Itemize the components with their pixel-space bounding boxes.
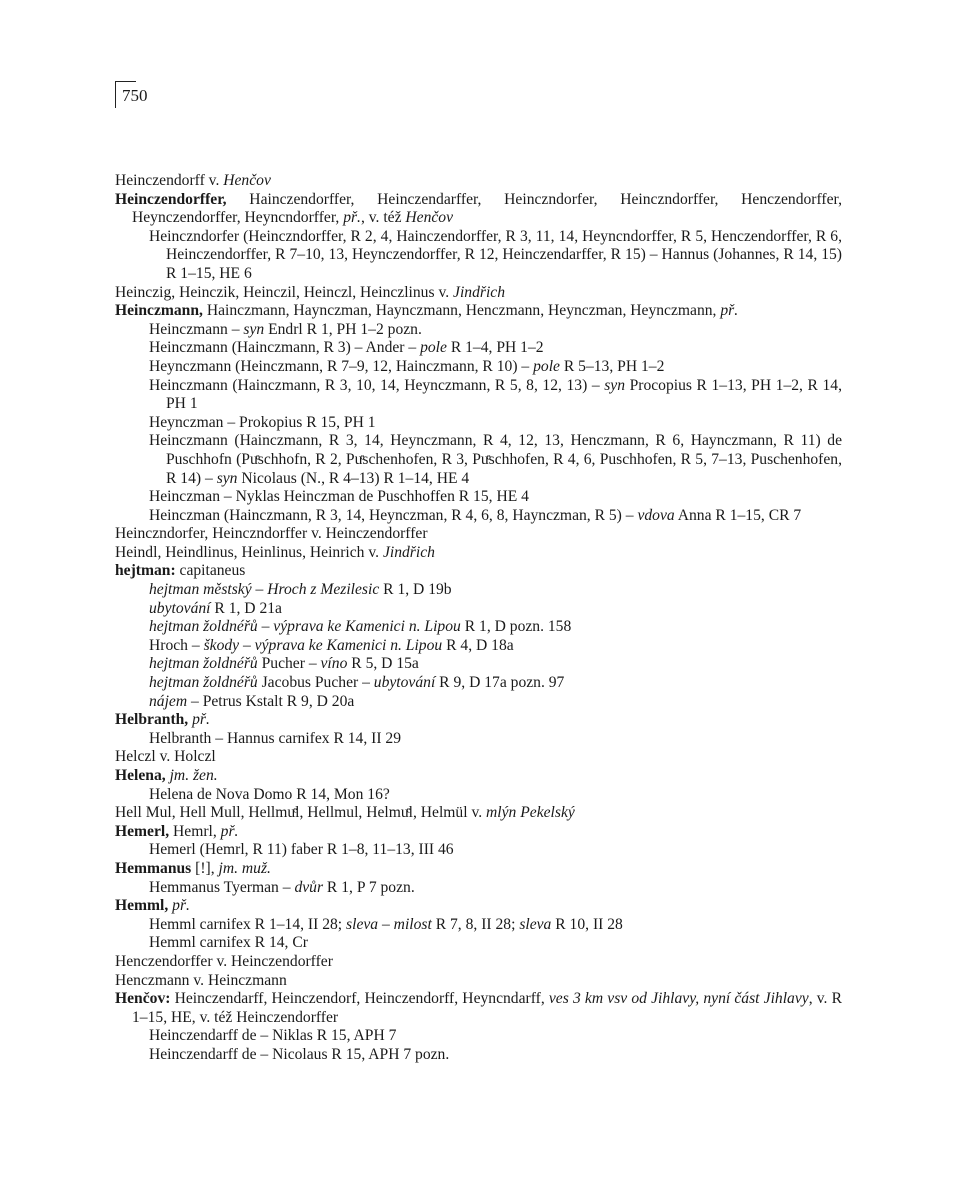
entry-text: Heinczmann – xyxy=(149,320,244,338)
entry-text: sleva xyxy=(519,915,552,933)
entry-text: Hell Mul, Hell Mull, Hellmuͤl, Hellmul, Helmuͤl, Helmül v. xyxy=(115,804,487,822)
entry-text: dvůr xyxy=(294,878,324,896)
entry-text: Heynczmann (Heinczmann, R 7–9, 12, Hainczmann, R 10) – xyxy=(149,357,534,375)
index-subentry xyxy=(115,1027,842,1046)
index-subentry xyxy=(115,916,842,935)
index-entry xyxy=(115,562,842,581)
page-number: 750 xyxy=(122,86,148,105)
entry-text: víno xyxy=(320,655,348,673)
index-subentry xyxy=(115,321,842,340)
entry-text: Hemmanus Tyerman – xyxy=(149,878,295,896)
entry-text: Heinczendarff de – Nicolaus R 15, APH 7 pozn. xyxy=(149,1045,450,1063)
entry-text: Hemerl (Hemrl, R 11) faber R 1–8, 11–13, III 46 xyxy=(149,841,454,859)
index-entry xyxy=(115,191,842,228)
index-subentry xyxy=(115,339,842,358)
entry-text: Heinczendorffer, xyxy=(115,190,227,208)
entry-text: syn xyxy=(243,320,265,338)
entry-text: Nicolaus (N., R 4–13) R 1–14, HE 4 xyxy=(237,469,470,487)
entry-text: Heinczman – Nyklas Heinczman de Puschhoffen R 15, HE 4 xyxy=(149,488,529,506)
entry-text: R 5, D 15a xyxy=(347,655,419,673)
entry-text: Heinczig, Heinczik, Heinczil, Heinczl, Heinczlinus v. xyxy=(115,283,454,301)
entry-text: Helena, xyxy=(115,767,166,784)
index-entry xyxy=(115,284,842,303)
index-entry xyxy=(115,172,842,191)
entry-text: Heinczmann (Hainczmann, R 3, 10, 14, Heynczmann, R 5, 8, 12, 13) – xyxy=(149,376,605,394)
entry-text: Hainczendorffer, Heinczendarffer, Heinczndorfer, Heinczndorffer, Henczendorffer, Heynczendorffer, Heyncndorffer, xyxy=(132,190,842,227)
index-subentry xyxy=(115,600,842,619)
entry-text: př. xyxy=(172,897,190,915)
entry-text: Hemrl, xyxy=(169,822,221,840)
entry-text: Henčov xyxy=(405,209,454,227)
entry-text: R 1, D 19b xyxy=(379,581,452,599)
entry-text: jm. muž. xyxy=(218,859,271,877)
entry-text: Helbranth – Hannus carnifex R 14, II 29 xyxy=(149,729,402,747)
entry-text: př. xyxy=(343,209,361,227)
entry-text: škody – výprava ke Kamenici n. Lipou xyxy=(203,636,443,654)
index-subentry xyxy=(115,228,842,284)
index-entry xyxy=(115,972,842,991)
index-entry xyxy=(115,767,842,786)
index-subentry xyxy=(115,358,842,377)
entry-text: Jindřich xyxy=(453,283,505,301)
entry-text: R 1, D pozn. 158 xyxy=(460,618,572,636)
entry-text: Heinczendarff, Heinczendorf, Heinczendorff, Heyncndarff, xyxy=(170,990,549,1008)
entry-text: R 10, II 28 xyxy=(551,915,623,933)
index-subentry xyxy=(115,488,842,507)
index-subentry xyxy=(115,879,842,898)
entry-text: př. xyxy=(220,822,239,840)
entry-text: capitaneus xyxy=(175,562,246,580)
entry-text: ves 3 km vsv od Jihlavy, nyní část Jihlavy xyxy=(548,990,809,1008)
entry-text: Henczendorffer v. Heinczendorffer xyxy=(115,952,333,970)
entry-text: Henčov xyxy=(223,172,271,189)
index-subentry xyxy=(115,934,842,953)
entry-text: Heinczndorfer, Heinczndorffer v. Heinczendorffer xyxy=(115,525,428,543)
entry-text: hejtman žoldnéřů xyxy=(149,655,258,673)
entry-text: př. xyxy=(720,302,739,320)
entry-text: hejtman: xyxy=(115,562,176,580)
index-subentry xyxy=(115,414,842,433)
entry-text: Heindl, Heindlinus, Heinlinus, Heinrich v. xyxy=(115,543,383,561)
index-subentry xyxy=(115,618,842,637)
entry-text: Henczmann v. Heinczmann xyxy=(115,971,287,989)
entry-text: Hemml carnifex R 1–14, II 28; xyxy=(149,915,347,933)
entry-text: R 1–4, PH 1–2 xyxy=(446,339,544,357)
entry-text: Hemml carnifex R 14, Cr xyxy=(149,934,308,952)
entry-text: Hainczmann, Haynczman, Haynczmann, Henczmann, Heynczman, Heynczmann, xyxy=(202,302,721,320)
entry-text: Hroch – xyxy=(149,636,204,654)
entry-text: ubytování xyxy=(373,674,436,692)
entry-text: R 9, D 17a pozn. 97 xyxy=(435,674,565,692)
entry-text: jm. žen. xyxy=(169,767,218,784)
index-subentry xyxy=(115,1046,842,1065)
entry-text: Heinczendarff de – Niklas R 15, APH 7 xyxy=(149,1027,397,1045)
index-subentry xyxy=(115,730,842,749)
index-entry xyxy=(115,823,842,842)
entry-text: Heynczman – Prokopius R 15, PH 1 xyxy=(149,413,376,431)
entry-text: Heinczman (Hainczmann, R 3, 14, Heynczman, R 4, 6, 8, Haynczman, R 5) – xyxy=(149,506,638,524)
entry-text: hejtman žoldnéřů xyxy=(149,674,258,692)
entry-text: Pucher – xyxy=(257,655,321,673)
index-entry xyxy=(115,544,842,563)
entry-text: Heinczmann, xyxy=(115,302,203,320)
index-subentry xyxy=(115,655,842,674)
entry-text: , v. též xyxy=(360,209,406,227)
entry-text: – Petrus Kstalt R 9, D 20a xyxy=(187,692,355,710)
entry-text: R 1, D 21a xyxy=(210,599,282,617)
entry-text: Hemml, xyxy=(115,897,169,915)
index-subentry xyxy=(115,637,842,656)
index-entry xyxy=(115,897,842,916)
entry-text: R 5–13, PH 1–2 xyxy=(559,357,665,375)
entry-text: pole xyxy=(420,339,447,357)
entry-text: Hemmanus xyxy=(115,859,192,877)
entry-text: vdova xyxy=(637,506,675,524)
index-entry xyxy=(115,804,842,823)
index-entry xyxy=(115,990,842,1027)
entry-text: Anna R 1–15, CR 7 xyxy=(674,506,802,524)
entry-text: Hemerl, xyxy=(115,822,170,840)
entry-text: hejtman žoldnéřů – výprava ke Kamenici n. Lipou xyxy=(149,618,461,636)
entry-text: mlýn Pekelský xyxy=(486,804,575,822)
index-entry xyxy=(115,748,842,767)
entry-text: sleva – milost xyxy=(346,915,432,933)
index-subentry xyxy=(115,841,842,860)
index-subentry xyxy=(115,674,842,693)
index-subentry xyxy=(115,581,842,600)
entry-text: R 1, P 7 pozn. xyxy=(323,878,415,896)
entry-text: Helbranth, xyxy=(115,711,189,729)
entry-text: Heinczendorff v. xyxy=(115,172,224,189)
index-entry xyxy=(115,711,842,730)
entry-text: Procopius R 1–13, PH 1–2, R 14, PH 1 xyxy=(166,376,842,413)
index-subentry xyxy=(115,507,842,526)
entry-text: př. xyxy=(192,711,210,729)
entry-text: , v. R 1–15, HE, v. též Heinczendorffer xyxy=(132,990,843,1026)
entry-text: Helena de Nova Domo R 14, Mon 16? xyxy=(149,785,390,803)
index-subentry xyxy=(115,693,842,712)
entry-text: R 4, D 18a xyxy=(442,636,514,654)
index-entry xyxy=(115,302,842,321)
entry-text: Heinczmann (Hainczmann, R 3, 14, Heynczmann, R 4, 12, 13, Henczmann, R 6, Haynczmann, R 11) de Puschhofn (Puͤschhofn, R 2, Puͤschenhofen, R 3, Puͤschhofen, R 4, 6, Puschhofen, R 5, 7–13, Puschenhofen, R 14) – xyxy=(149,432,842,487)
index-entry xyxy=(115,860,842,879)
entry-text: hejtman městský – Hroch z Mezilesic xyxy=(149,581,380,599)
entry-text: Jacobus Pucher – xyxy=(257,674,374,692)
entry-text: Endrl R 1, PH 1–2 pozn. xyxy=(264,320,422,338)
index-subentry xyxy=(115,377,842,414)
entry-text: Heinczmann (Hainczmann, R 3) – Ander – xyxy=(149,339,421,357)
index-entry xyxy=(115,525,842,544)
index-entry xyxy=(115,953,842,972)
index-text xyxy=(115,172,842,1065)
entry-text: syn xyxy=(604,376,626,394)
entry-text: ubytování xyxy=(149,599,211,617)
entry-text: Henčov: xyxy=(115,990,171,1008)
entry-text: [!], xyxy=(191,859,219,877)
index-subentry xyxy=(115,432,842,488)
entry-text: syn xyxy=(216,469,238,487)
entry-text: R 7, 8, II 28; xyxy=(431,915,520,933)
entry-text: Helczl v. Holczl xyxy=(115,748,216,766)
index-subentry xyxy=(115,786,842,805)
entry-text: pole xyxy=(533,357,560,375)
entry-text: Jindřich xyxy=(382,543,435,561)
entry-text: nájem xyxy=(149,692,188,710)
entry-text: Heinczndorfer (Heinczndorffer, R 2, 4, Hainczendorffer, R 3, 11, 14, Heyncndorffer, R 5, Henczendorffer, R 6, Heinczendorffer, R 7–10, 13, Heynczendorffer, R 12, Heinczendarffer, R 15) – Hannus (Johannes, R 14, 15) R 1–15, HE 6 xyxy=(149,227,842,282)
